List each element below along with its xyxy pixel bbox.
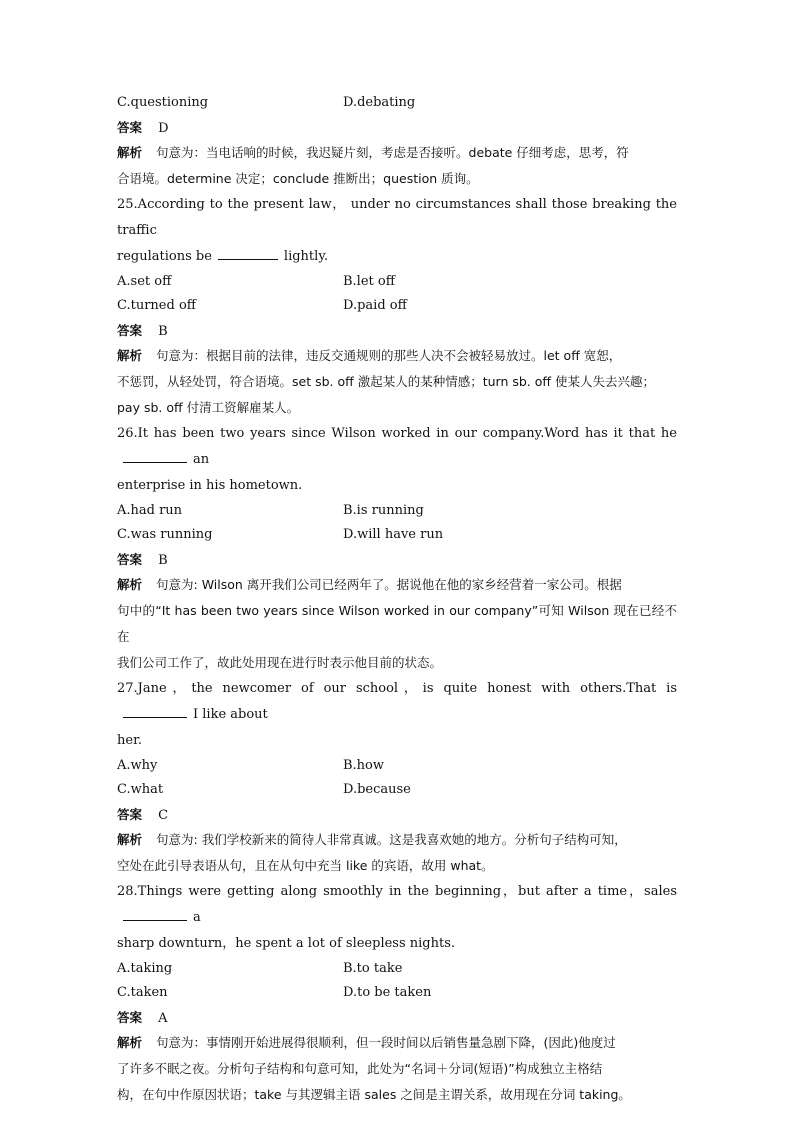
option-d: D.debating: [343, 95, 416, 110]
explanation-line: 句意为：当电话响的时候，我迟疑片刻，考虑是否接听。debate 仔细考虑，思考，符: [156, 145, 629, 160]
explanation-line: 句意为: Wilson 离开我们公司已经两年了。据说他在他的家乡经营着一家公司。根据: [156, 577, 622, 592]
question-stem: I like about: [193, 707, 268, 722]
question-25: [117, 192, 677, 270]
option-a: A.why: [117, 758, 158, 773]
option-d: D.will have run: [343, 527, 444, 542]
explanation-label: 解析: [117, 832, 143, 847]
answer-value: D: [158, 121, 169, 136]
options-row: [117, 499, 677, 523]
question-27: [117, 676, 677, 754]
option-c: C.questioning: [117, 95, 209, 110]
explanation-24: [117, 140, 677, 192]
options-row: [117, 270, 677, 294]
answer-line-27: [117, 802, 677, 827]
answer-value: B: [158, 324, 168, 339]
options-row: [117, 294, 677, 318]
option-b: B.is running: [343, 503, 424, 518]
option-b: B.how: [343, 758, 385, 773]
answer-line-26: [117, 547, 677, 572]
answer-label: 答案: [117, 323, 143, 338]
answer-blank: [123, 450, 187, 463]
options-row: [117, 778, 677, 802]
question-28: [117, 879, 677, 957]
options-row: [117, 523, 677, 547]
question-stem: 26.It has been two years since Wilson worked in our company.Word has it that he: [117, 426, 677, 441]
explanation-line: 不惩罚，从轻处罚，符合语境。set sb. off 激起某人的某种情感；turn sb. off 使某人失去兴趣；: [117, 374, 655, 389]
explanation-line: 句中的“It has been two years since Wilson worked in our company”可知 Wilson 现在已经不在: [117, 603, 677, 644]
answer-value: B: [158, 553, 168, 568]
question-26: [117, 421, 677, 499]
question-stem: her.: [117, 733, 142, 748]
explanation-line: pay sb. off 付清工资解雇某人。: [117, 400, 300, 415]
answer-value: A: [158, 1011, 168, 1026]
content: [117, 91, 677, 1108]
explanation-line: 我们公司工作了，故此处用现在进行时表示他目前的状态。: [117, 655, 443, 670]
explanation-line: 合语境。determine 决定；conclude 推断出；question 质询。: [117, 171, 479, 186]
option-b: B.let off: [343, 274, 395, 289]
question-stem: 27.Jane，the newcomer of our school，is quite honest with others.That is: [117, 681, 677, 696]
explanation-label: 解析: [117, 145, 143, 160]
question-stem: regulations be: [117, 249, 212, 264]
answer-label: 答案: [117, 120, 143, 135]
answer-label: 答案: [117, 1010, 143, 1025]
explanation-line: 构，在句中作原因状语；take 与其逻辑主语 sales 之间是主谓关系，故用现在分词 taking。: [117, 1087, 631, 1102]
question-stem: sharp downturn，he spent a lot of sleepless nights.: [117, 936, 456, 951]
question-stem: 28.Things were getting along smoothly in the beginning，but after a time，sales: [117, 884, 677, 899]
option-d: D.to be taken: [343, 985, 432, 1000]
explanation-label: 解析: [117, 577, 143, 592]
answer-blank: [123, 705, 187, 718]
explanation-label: 解析: [117, 1035, 143, 1050]
prev-options-row: [117, 91, 677, 115]
explanation-27: [117, 827, 677, 879]
explanation-line: 了许多不眠之夜。分析句子结构和句意可知，此处为“名词＋分词(短语)”构成独立主格结: [117, 1061, 603, 1076]
option-c: C.turned off: [117, 298, 197, 313]
options-row: [117, 754, 677, 778]
explanation-label: 解析: [117, 348, 143, 363]
option-c: C.taken: [117, 985, 168, 1000]
answer-line-24: [117, 115, 677, 140]
explanation-line: 句意为: 我们学校新来的简待人非常真诚。这是我喜欢她的地方。分析句子结构可知，: [156, 832, 627, 847]
option-a: A.had run: [117, 503, 183, 518]
answer-label: 答案: [117, 552, 143, 567]
option-b: B.to take: [343, 961, 403, 976]
option-a: A.set off: [117, 274, 172, 289]
question-stem: 25.According to the present law， under no circumstances shall those breaking the traffic: [117, 197, 677, 238]
option-c: C.what: [117, 782, 164, 797]
question-stem: lightly.: [283, 249, 329, 264]
question-stem: a: [193, 910, 201, 925]
options-row: [117, 981, 677, 1005]
answer-blank: [218, 247, 278, 260]
explanation-line: 句意为：事情刚开始进展得很顺利，但一段时间以后销售量急剧下降，(因此)他度过: [156, 1035, 616, 1050]
answer-blank: [123, 908, 187, 921]
option-d: D.because: [343, 782, 411, 797]
explanation-line: 空处在此引导表语从句，且在从句中充当 like 的宾语，故用 what。: [117, 858, 494, 873]
question-stem: an: [193, 452, 210, 467]
answer-line-25: [117, 318, 677, 343]
option-d: D.paid off: [343, 298, 407, 313]
explanation-line: 句意为：根据目前的法律，违反交通规则的那些人决不会被轻易放过。let off 宽恕，: [156, 348, 622, 363]
options-row: [117, 957, 677, 981]
question-stem: enterprise in his hometown.: [117, 478, 303, 493]
explanation-28: [117, 1030, 677, 1108]
answer-line-28: [117, 1005, 677, 1030]
option-a: A.taking: [117, 961, 173, 976]
answer-value: C: [158, 808, 169, 823]
explanation-25: [117, 343, 677, 421]
option-c: C.was running: [117, 527, 213, 542]
explanation-26: [117, 572, 677, 676]
answer-label: 答案: [117, 807, 143, 822]
